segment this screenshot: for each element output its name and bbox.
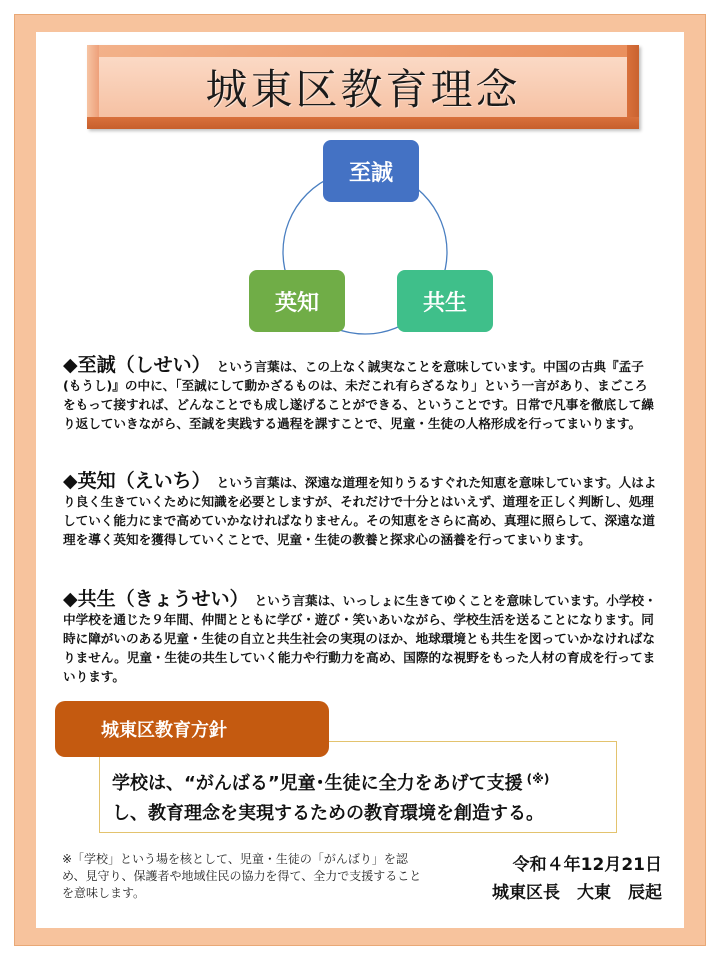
cycle-node-kyosei: 共生 (397, 270, 493, 332)
section-eichi (63, 472, 657, 549)
policy-line-1: 学校は、“がんばる”児童･生徒に全力をあげて支援 (112, 773, 523, 794)
signature-date: 令和４年12月21日 (512, 855, 662, 875)
section-text: という言葉は、深遠な道理を知りうるすぐれた知恵を意味しています。人はより良く生きていくために知識を必要としますが、それだけで十分とはいえず、道理を正しく判断し、処理していく能力にまで高めていかなければなりません。その知恵をさらに高め、真理に照らして、深遠な道理を導く英知を獲得していくことで、児童・生徒の教養と探求心の涵養を行ってまいります。 (63, 475, 657, 547)
cycle-node-shisei: 至誠 (323, 140, 419, 202)
section-heading: ◆至誠（しせい） (63, 354, 211, 376)
section-kyosei (63, 590, 657, 686)
signature-block (440, 851, 662, 907)
philosophy-cycle-diagram (245, 140, 495, 340)
policy-statement (112, 764, 612, 829)
page-title: 城東区教育理念 (205, 65, 521, 114)
section-shisei (63, 356, 657, 433)
policy-tab (55, 701, 329, 757)
title-plaque-face (99, 57, 627, 117)
section-text: という言葉は、この上なく誠実なことを意味しています。中国の古典『孟子(もうし)』の中に、「至誠にして動かざるものは、未だこれ有らざるなり」という一言があり、まごころをもって接すれば、どんなことでも成し遂げることができる、ということです。日常で凡事を徹底して繰り返していきながら、至誠を実践する過程を課すことで、児童・生徒の人格形成を行ってまいります。 (63, 359, 654, 431)
policy-note-mark: (※) (526, 772, 550, 786)
section-heading: ◆英知（えいち） (63, 470, 211, 492)
policy-tab-label: 城東区教育方針 (101, 720, 227, 741)
footnote: ※「学校」という場を核として、児童・生徒の「がんばり」を認め、見守り、保護者や地域住民の協力を得て、全力で支援することを意味します。 (62, 852, 422, 900)
section-heading: ◆共生（きょうせい） (63, 588, 249, 610)
signature-name: 城東区長 大東 辰起 (492, 883, 662, 903)
cycle-node-eichi: 英知 (249, 270, 345, 332)
policy-line-2: し、教育理念を実現するための教育環境を創造する。 (112, 803, 544, 824)
section-text: という言葉は、いっしょに生きてゆくことを意味しています。小学校・中学校を通じた９年間、仲間とともに学び・遊び・笑いあいながら、学校生活を送ることになります。同時に障がいのある児童・生徒の自立と共生社会の実現のほか、地球環境とも共生を図っていかなければなりません。児童・生徒の共生していく能力や行動力を高め、国際的な視野をもった人材の育成を行ってまいります。 (63, 593, 657, 684)
plaque-bevel-bottom (87, 117, 639, 129)
